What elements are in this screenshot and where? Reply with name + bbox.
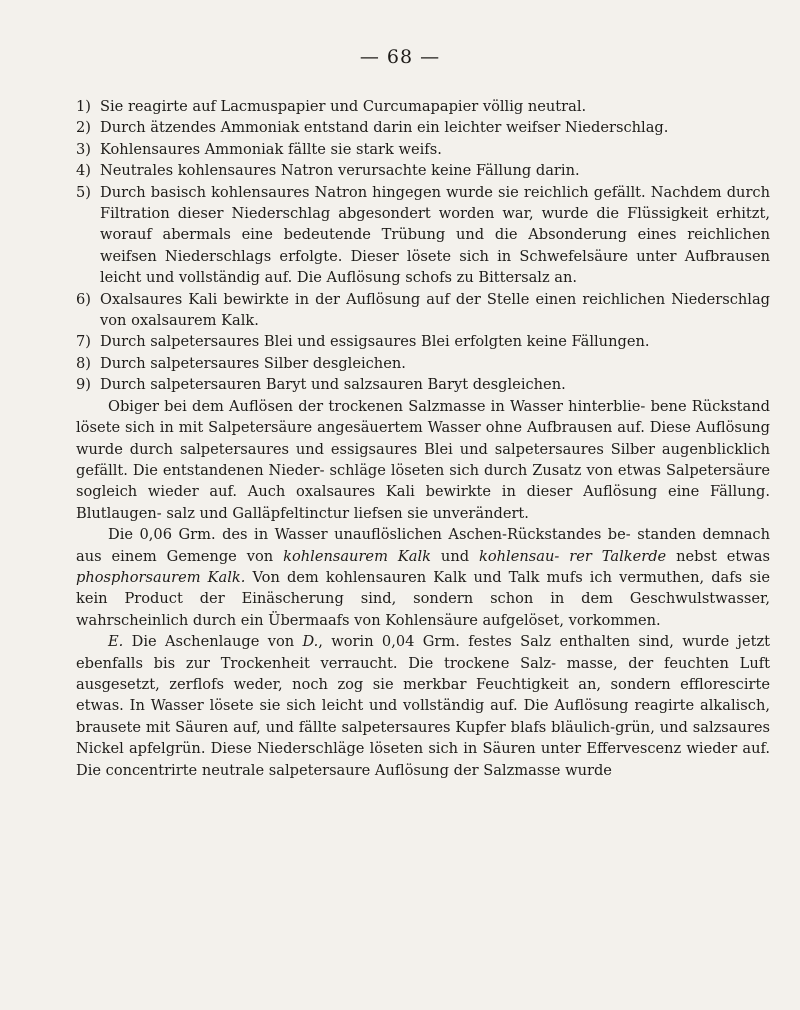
item-number: 9) [76,376,91,394]
item-text: Durch basisch kohlensaures Natron hingegen wurde sie reichlich gefällt. Nachdem durch Filtration dieser Niederschlag abgesondert worden war, wurde die Flüssigkeit erhitzt, worauf abermals eine bedeutende Trübung und die Absonderung eines reichlichen weifsen Niederschlags erfolgte. Dieser lösete sich in Schwefelsäure unter Aufbrausen leicht und vollständig auf. Die Auflösung schofs zu Bittersalz an. [100,183,770,287]
item-number: 4) [76,162,91,180]
item-number: 3) [76,140,91,158]
page-number: — 68 — [359,46,441,68]
item-text: Durch salpetersauren Baryt und salzsauren Baryt desgleichen. [100,376,566,394]
item-number: 1) [76,98,91,115]
item-number: 6) [76,290,91,308]
section-label: E. [108,633,124,651]
section-reference: D. [302,633,319,651]
emphasis-magnesium-carbonate: kohlensau- rer Talkerde [479,547,667,565]
list-item [76,96,770,117]
list-item [76,289,770,332]
page-body [76,96,770,781]
item-text: Sie reagirte auf Lacmuspapier und Curcumapapier völlig neutral. [100,98,587,115]
list-item [76,353,770,374]
item-text: Kohlensaures Ammoniak fällte sie stark weifs. [100,140,442,158]
list-item [76,331,770,352]
text-span: Die Aschenlauge von [123,633,303,651]
list-item [76,139,770,160]
text-span: und [430,547,480,565]
text-span: Die 0,06 Grm. des in Wasser unauflöslichen Aschen-Rückstandes be- standen demnach aus einem Gemenge von [76,526,770,565]
list-item [76,374,770,395]
item-number: 2) [76,119,91,137]
text-span: Von dem kohlensauren Kalk und Talk mufs ich vermuthen, dafs sie kein Product der Einäscherung sind, sondern schon in dem Geschwulstwasser, wahrscheinlich durch ein Übermaafs von Kohlensäure aufgelöset, vorkommen. [76,568,771,629]
list-item [76,160,770,181]
item-number: 7) [76,333,91,351]
list-item [76,117,770,138]
item-number: 5) [76,183,91,201]
paragraph-ash-lye [76,631,770,781]
emphasis-calcium-carbonate: kohlensaurem Kalk [283,547,431,565]
list-item [76,182,770,289]
item-text: Durch ätzendes Ammoniak entstand darin ein leichter weifser Niederschlag. [100,119,669,137]
item-text: Neutrales kohlensaures Natron verursachte keine Fällung darin. [100,162,580,180]
emphasis-calcium-phosphate: phosphorsaurem Kalk. [76,568,246,586]
item-text: Oxalsaures Kali bewirkte in der Auflösung auf der Stelle einen reichlichen Niederschlag von oxalsaurem Kalk. [100,290,770,330]
text-span: nebst etwas [666,547,770,565]
paragraph-residue: Obiger bei dem Auflösen der trockenen Salzmasse in Wasser hinterblie- bene Rückstand lösete sich in mit Salpetersäure angesäuertem Wasser ohne Aufbrausen auf. Diese Auflösung wurde durch salpetersaures und essigsaures Blei und salpetersaures Silber augenblicklich gefällt. Die entstandenen Nieder- schläge löseten sich durch Zusatz von etwas Salpetersäure sogleich wieder auf. Auch oxalsaures Kali bewirkte in dieser Auflösung eine Fällung. Blutlaugen- salz und Galläpfeltinctur liefsen sie unverändert. [76,397,770,522]
item-number: 8) [76,354,91,372]
text-span: , worin 0,04 Grm. festes Salz enthalten sind, wurde jetzt ebenfalls bis zur Trockenheit verraucht. Die trockene Salz- masse, der feuchten Luft ausgesetzt, zerflofs weder, noch zog sie merkbar Feuchtigkeit an, sondern efflorescirte etwas. In Wasser lösete sie sich leicht und vollständig auf. Die Auflösung reagirte alkalisch, brausete mit Säuren auf, und fällte salpetersaures Kupfer blafs bläulich-grün, und salzsaures Nickel apfelgrün. Diese Niederschläge löseten sich in Säuren unter Effervescenz wieder auf. Die concentrirte neutrale salpetersaure Auflösung der Salzmasse wurde [76,633,770,779]
item-text: Durch salpetersaures Blei und essigsaures Blei erfolgten keine Fällungen. [100,333,650,351]
item-text: Durch salpetersaures Silber desgleichen. [100,354,406,372]
paragraph-composition [76,524,770,631]
